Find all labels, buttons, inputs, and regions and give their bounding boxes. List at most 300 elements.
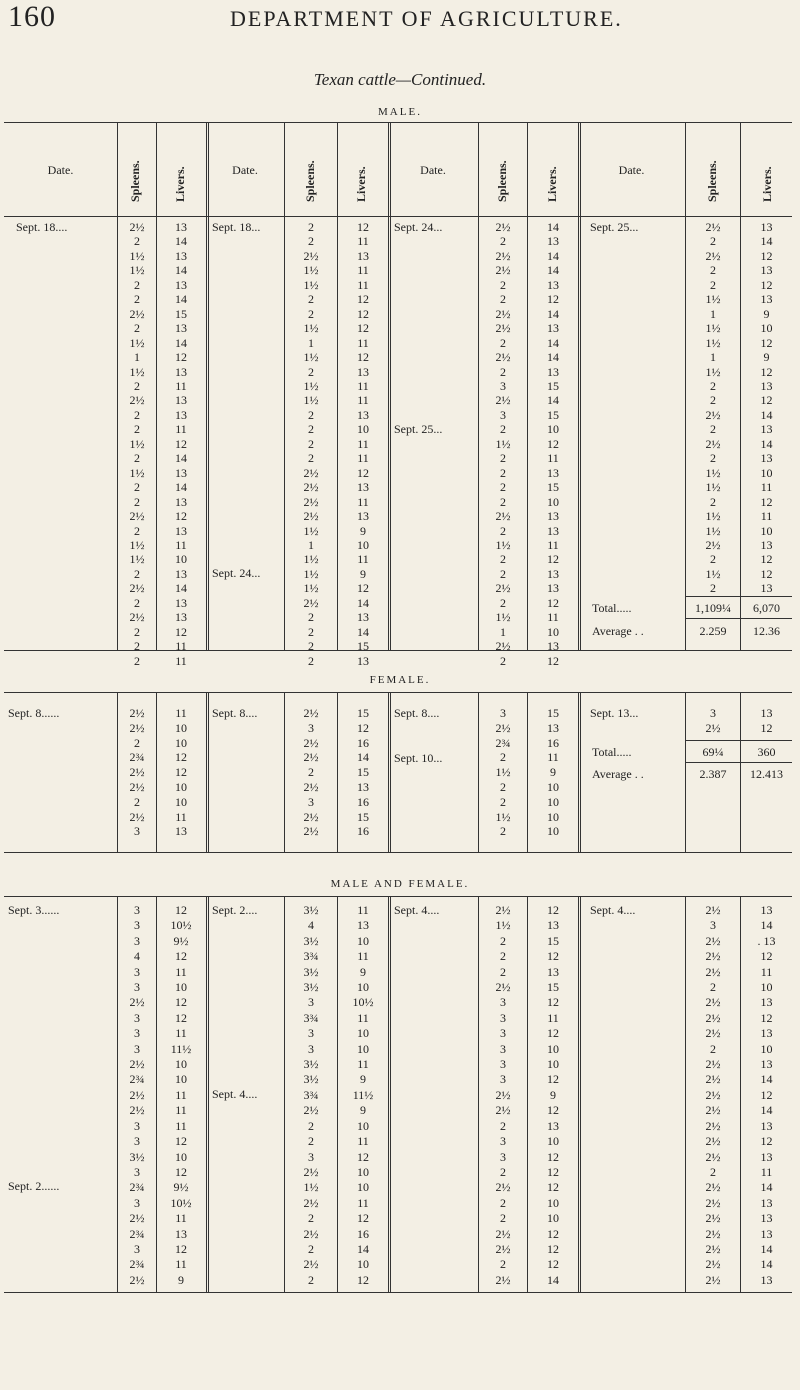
liver-value: 11	[357, 903, 369, 917]
liver-value: 14	[357, 595, 369, 610]
table-subtitle: Texan cattle—Continued.	[313, 70, 487, 89]
liver-value: 12	[175, 350, 187, 365]
liver-value: 13	[357, 248, 369, 263]
liver-value: 13	[760, 378, 773, 393]
liver-value: 9	[360, 1103, 366, 1118]
spleen-value: 2	[710, 263, 716, 278]
liver-value: 11	[760, 509, 773, 524]
liver-value: 15	[547, 407, 559, 422]
spleen-value: 2	[500, 335, 506, 350]
liver-value: 12	[547, 292, 559, 307]
liver-value: 10½	[170, 1195, 192, 1210]
spleen-value: 2½	[495, 509, 511, 524]
liver-value: 13	[175, 1226, 187, 1241]
spleen-value: 3½	[129, 1149, 145, 1164]
liver-value: 15	[547, 480, 559, 495]
liver-value: 14	[175, 581, 187, 596]
liver-value: 12	[175, 765, 187, 780]
spleen-value: 1½	[495, 809, 511, 824]
liver-value: 14	[175, 234, 187, 249]
spleen-value: 2	[500, 949, 506, 964]
spleen-value: 2½	[129, 509, 145, 524]
liver-value: 13	[357, 918, 369, 933]
livers-column	[338, 220, 388, 668]
spleen-value: 2	[710, 1164, 716, 1179]
liver-value: 13	[760, 451, 773, 466]
liver-value: 12	[760, 1010, 773, 1025]
livers-column	[741, 220, 792, 596]
liver-value: 11	[175, 1257, 187, 1272]
spleen-value: 2	[134, 735, 140, 750]
spleen-value: 2	[500, 1118, 506, 1133]
section-title-male: MALE.	[378, 106, 422, 118]
liver-value: 12	[175, 750, 187, 765]
spleen-value: 3¾	[303, 1087, 319, 1102]
spleen-value: 1½	[705, 523, 721, 538]
liver-value: 13	[547, 277, 559, 292]
spleen-value: 2½	[495, 980, 511, 995]
spleen-value: 2¾	[495, 735, 511, 750]
spleen-value: 2½	[303, 1103, 319, 1118]
liver-value: 11	[175, 653, 187, 668]
spleens-column	[686, 706, 740, 736]
spleen-value: 2	[500, 552, 506, 567]
total-livers: 6,070	[753, 601, 780, 615]
liver-value: 15	[547, 378, 559, 393]
liver-value: 14	[760, 1241, 773, 1256]
liver-value: 12	[547, 1103, 559, 1118]
spleen-value: 2	[710, 581, 716, 596]
spleen-value: 2½	[303, 750, 319, 765]
liver-value: 13	[175, 220, 187, 234]
spleen-value: 2½	[705, 1211, 721, 1226]
spleen-value: 2	[500, 465, 506, 480]
spleen-value: 2	[134, 321, 140, 336]
spleens-column	[285, 220, 337, 668]
spleen-value: 2½	[705, 1195, 721, 1210]
liver-value: 12	[357, 581, 369, 596]
spleen-value: 2½	[705, 248, 721, 263]
spleen-value: 2	[500, 824, 506, 839]
liver-value: 13	[760, 422, 773, 437]
spleen-value: 2½	[495, 350, 511, 365]
spleen-value: 3	[710, 918, 716, 933]
spleen-value: 2½	[705, 1118, 721, 1133]
spleen-value: 3	[308, 1149, 314, 1164]
liver-value: 13	[547, 364, 559, 379]
liver-value: 12	[760, 335, 773, 350]
spleen-value: 3	[134, 1195, 140, 1210]
average-label: Average . .	[592, 624, 644, 638]
liver-value: 9	[360, 964, 366, 979]
spleen-value: 3	[134, 1241, 140, 1256]
liver-value: 14	[547, 263, 559, 278]
livers-column	[338, 706, 388, 839]
spleen-value: 2	[500, 480, 506, 495]
liver-value: 11	[357, 552, 369, 567]
spleen-value: 1½	[705, 480, 721, 495]
liver-value: 15	[547, 980, 559, 995]
col-divider	[206, 692, 209, 852]
spleen-value: 2½	[129, 393, 145, 408]
liver-value: 14	[175, 292, 187, 307]
date-label: Sept. 3......	[8, 903, 60, 917]
liver-value: 10	[547, 779, 559, 794]
liver-value: 10	[357, 1041, 369, 1056]
livers-column	[157, 706, 205, 839]
liver-value: 11	[547, 1010, 559, 1025]
liver-value: 13	[175, 393, 187, 408]
header-spleens: Spleens.	[128, 160, 142, 202]
liver-value: 12	[547, 1241, 559, 1256]
liver-value: 13	[547, 465, 559, 480]
liver-value: 10	[760, 523, 773, 538]
spleen-value: 2½	[303, 248, 319, 263]
liver-value: 14	[175, 451, 187, 466]
spleen-value: 1½	[705, 566, 721, 581]
liver-value: 13	[760, 1272, 773, 1287]
spleen-value: 2½	[303, 465, 319, 480]
total-spleens: 69¼	[702, 745, 724, 759]
spleen-value: 2½	[495, 639, 511, 654]
liver-value: 11	[357, 378, 369, 393]
liver-value: 10	[175, 1149, 187, 1164]
liver-value: 9	[550, 765, 556, 780]
liver-value: 12	[175, 1164, 187, 1179]
spleen-value: 2½	[303, 480, 319, 495]
spleen-value: 3	[308, 995, 314, 1010]
spleen-value: 1½	[129, 552, 145, 567]
liver-value: 11	[357, 436, 369, 451]
liver-value: 13	[760, 1057, 773, 1072]
liver-value: 14	[175, 335, 187, 350]
spleen-value: 2	[134, 234, 140, 249]
spleen-value: 1½	[129, 263, 145, 278]
liver-value: 11	[357, 1010, 369, 1025]
col-divider	[578, 896, 581, 1292]
spleen-value: 2½	[129, 1057, 145, 1072]
liver-value: 12	[760, 393, 773, 408]
liver-value: 13	[760, 537, 773, 552]
spleen-value: 1½	[129, 436, 145, 451]
liver-value: 10	[760, 321, 773, 336]
spleen-value: 1	[134, 350, 140, 365]
spleen-value: 3	[710, 706, 716, 720]
header-date: Date.	[232, 163, 258, 177]
spleen-value: 2½	[705, 1226, 721, 1241]
liver-value: 9	[550, 1087, 556, 1102]
spleen-value: 2½	[495, 393, 511, 408]
spleen-value: 2	[500, 595, 506, 610]
livers-column	[157, 220, 205, 668]
liver-value: 13	[547, 509, 559, 524]
liver-value: 12	[547, 949, 559, 964]
col-divider	[578, 122, 581, 650]
liver-value: 9	[360, 523, 366, 538]
liver-value: 11	[357, 1195, 369, 1210]
liver-value: 12	[547, 1180, 559, 1195]
spleen-value: 2½	[129, 765, 145, 780]
spleen-value: 2½	[129, 581, 145, 596]
liver-value: 13	[175, 321, 187, 336]
spleen-value: 2	[308, 610, 314, 625]
liver-value: 10½	[170, 918, 192, 933]
spleen-value: 3½	[303, 964, 319, 979]
spleen-value: 2½	[129, 610, 145, 625]
spleen-value: 1½	[705, 335, 721, 350]
spleen-value: 2	[500, 364, 506, 379]
spleens-column	[285, 706, 337, 839]
liver-value: 13	[357, 653, 369, 668]
spleen-value: 2½	[129, 809, 145, 824]
spleen-value: 2½	[495, 1272, 511, 1287]
liver-value: 10	[357, 1164, 369, 1179]
spleen-value: 2½	[129, 220, 145, 234]
spleens-column	[118, 903, 156, 1288]
spleen-value: 2½	[705, 720, 721, 735]
spleen-value: 2	[500, 1164, 506, 1179]
liver-value: 14	[547, 393, 559, 408]
spleen-value: 1½	[303, 1180, 319, 1195]
liver-value: 13	[175, 465, 187, 480]
average-livers: 12.36	[753, 624, 780, 638]
liver-value: 14	[357, 1241, 369, 1256]
liver-value: 12	[760, 277, 773, 292]
header-date: Date.	[420, 163, 446, 177]
liver-value: 11	[357, 1134, 369, 1149]
liver-value: 12	[175, 995, 187, 1010]
total-label: Total.....	[592, 601, 632, 615]
liver-value: 10	[175, 794, 187, 809]
spleen-value: 3¾	[303, 949, 319, 964]
header-date: Date.	[47, 163, 74, 177]
liver-value: 11	[547, 610, 559, 625]
spleen-value: 1	[710, 350, 716, 365]
liver-value: 10	[175, 980, 187, 995]
spleen-value: 3	[308, 794, 314, 809]
liver-value: 11	[175, 1211, 187, 1226]
spleen-value: 2	[500, 451, 506, 466]
spleen-value: 2½	[303, 595, 319, 610]
liver-value: 10	[760, 465, 773, 480]
spleen-value: 1½	[705, 509, 721, 524]
spleen-value: 1	[308, 335, 314, 350]
spleen-value: 2½	[495, 220, 511, 234]
liver-value: 10	[357, 980, 369, 995]
liver-value: 14	[175, 480, 187, 495]
liver-value: 11	[175, 706, 187, 720]
date-label: Sept. 25...	[590, 220, 639, 234]
col-divider	[578, 692, 581, 852]
spleen-value: 2	[308, 624, 314, 639]
liver-value: 13	[760, 1026, 773, 1041]
spleen-value: 1½	[303, 566, 319, 581]
liver-value: 13	[760, 220, 773, 234]
spleen-value: 2	[500, 234, 506, 249]
spleen-value: 2	[500, 933, 506, 948]
liver-value: 13	[547, 581, 559, 596]
liver-value: 12	[175, 1010, 187, 1025]
spleen-value: 1½	[495, 436, 511, 451]
liver-value: 14	[357, 750, 369, 765]
spleen-value: 2	[308, 639, 314, 654]
spleen-value: 1½	[303, 321, 319, 336]
spleen-value: 2	[500, 750, 506, 765]
date-label: Sept. 8....	[212, 706, 258, 720]
spleen-value: 2½	[129, 706, 145, 720]
spleen-value: 2	[710, 1041, 716, 1056]
spleen-value: 2	[134, 794, 140, 809]
spleen-value: 2	[134, 624, 140, 639]
spleen-value: 2½	[705, 933, 721, 948]
spleens-column	[285, 903, 337, 1288]
spleen-value: 2½	[705, 903, 721, 917]
spleen-value: 2½	[303, 779, 319, 794]
liver-value: 10	[547, 624, 559, 639]
liver-value: 12	[357, 720, 369, 735]
spleen-value: 2	[134, 422, 140, 437]
spleen-value: 2	[308, 1118, 314, 1133]
spleen-value: 2	[308, 451, 314, 466]
spleen-value: 2	[500, 779, 506, 794]
liver-value: 12	[547, 1026, 559, 1041]
liver-value: 12	[175, 624, 187, 639]
liver-value: 10	[547, 809, 559, 824]
liver-value: 14	[175, 263, 187, 278]
spleens-column	[479, 220, 527, 668]
liver-value: 13	[357, 779, 369, 794]
spleen-value: 2	[710, 393, 716, 408]
spleen-value: 2	[308, 292, 314, 307]
liver-value: 9½	[173, 933, 189, 948]
liver-value: 13	[547, 566, 559, 581]
female-bottom-rule	[4, 852, 792, 853]
spleen-value: 2	[710, 422, 716, 437]
liver-value: 13	[760, 706, 773, 720]
spleen-value: 3	[500, 995, 506, 1010]
liver-value: 10	[547, 1057, 559, 1072]
spleen-value: 2	[134, 494, 140, 509]
spleen-value: 2½	[303, 1195, 319, 1210]
liver-value: 13	[760, 1211, 773, 1226]
liver-value: 13	[175, 494, 187, 509]
liver-value: 13	[547, 234, 559, 249]
liver-value: 12	[357, 465, 369, 480]
spleens-column	[479, 706, 527, 839]
spleen-value: 2	[308, 1211, 314, 1226]
table-bottom-rule	[4, 1292, 792, 1293]
spleen-value: 1½	[303, 581, 319, 596]
spleen-value: 2½	[705, 1103, 721, 1118]
header-spleens: Spleens.	[303, 160, 317, 202]
liver-value: 12	[760, 566, 773, 581]
table-top-rule	[4, 122, 792, 123]
spleen-value: 2½	[495, 581, 511, 596]
spleen-value: 1½	[303, 277, 319, 292]
spleen-value: 2	[308, 407, 314, 422]
spleen-value: 1½	[705, 364, 721, 379]
spleen-value: 2	[500, 494, 506, 509]
liver-value: 11	[175, 639, 187, 654]
liver-value: 9	[360, 566, 366, 581]
liver-value: 10	[357, 422, 369, 437]
spleen-value: 3	[500, 1010, 506, 1025]
col-divider	[206, 896, 209, 1292]
date-label: Sept. 4....	[394, 903, 440, 917]
spleen-value: 1½	[495, 610, 511, 625]
both-top-rule	[4, 896, 792, 897]
liver-value: 13	[175, 595, 187, 610]
liver-value: 11	[357, 949, 369, 964]
liver-value: 12	[760, 720, 773, 735]
spleen-value: 2½	[705, 1257, 721, 1272]
spleen-value: 2	[500, 964, 506, 979]
spleen-value: 1½	[303, 350, 319, 365]
spleens-column	[686, 220, 740, 596]
spleen-value: 2½	[495, 903, 511, 917]
liver-value: 10	[547, 794, 559, 809]
livers-column	[528, 220, 578, 668]
header-livers: Livers.	[354, 166, 368, 202]
header-date: Date.	[618, 163, 645, 177]
spleen-value: 2½	[705, 949, 721, 964]
liver-value: 16	[357, 1226, 369, 1241]
liver-value: 11	[175, 537, 187, 552]
liver-value: 12	[760, 1134, 773, 1149]
average-livers: 12.413	[750, 767, 783, 781]
date-label: Sept. 8......	[8, 706, 60, 720]
liver-value: 15	[357, 765, 369, 780]
liver-value: 12	[175, 903, 187, 917]
spleen-value: 2½	[705, 1134, 721, 1149]
spleen-value: 2½	[129, 306, 145, 321]
liver-value: 11	[175, 1118, 187, 1133]
date-label: Sept. 13...	[590, 706, 639, 720]
spleen-value: 2½	[495, 1226, 511, 1241]
liver-value: 13	[760, 1195, 773, 1210]
date-label: Sept. 2......	[8, 1179, 60, 1193]
spleen-value: 1	[710, 306, 716, 321]
liver-value: 14	[760, 436, 773, 451]
date-label: Sept. 4....	[590, 903, 636, 917]
spleen-value: 3	[134, 933, 140, 948]
spleen-value: 2¾	[129, 1257, 145, 1272]
spleen-value: 2½	[495, 248, 511, 263]
livers-column	[157, 903, 205, 1288]
spleen-value: 2¾	[129, 1180, 145, 1195]
liver-value: 11	[547, 537, 559, 552]
liver-value: 14	[547, 1272, 559, 1287]
liver-value: 12	[547, 1257, 559, 1272]
spleen-value: 2	[308, 653, 314, 668]
spleen-value: 1½	[495, 537, 511, 552]
liver-value: 16	[357, 824, 369, 839]
liver-value: 16	[357, 735, 369, 750]
liver-value: 12	[547, 653, 559, 668]
spleen-value: 1½	[303, 393, 319, 408]
liver-value: 15	[357, 706, 369, 720]
spleens-column	[118, 220, 156, 668]
spleen-value: 2	[500, 523, 506, 538]
liver-value: 13	[357, 509, 369, 524]
spleen-value: 2¾	[129, 1226, 145, 1241]
spleen-value: 2	[500, 422, 506, 437]
spleen-value: 2	[500, 1257, 506, 1272]
spleen-value: 1	[308, 537, 314, 552]
spleen-value: 1½	[303, 263, 319, 278]
liver-value: 14	[760, 407, 773, 422]
spleen-value: 2½	[495, 263, 511, 278]
